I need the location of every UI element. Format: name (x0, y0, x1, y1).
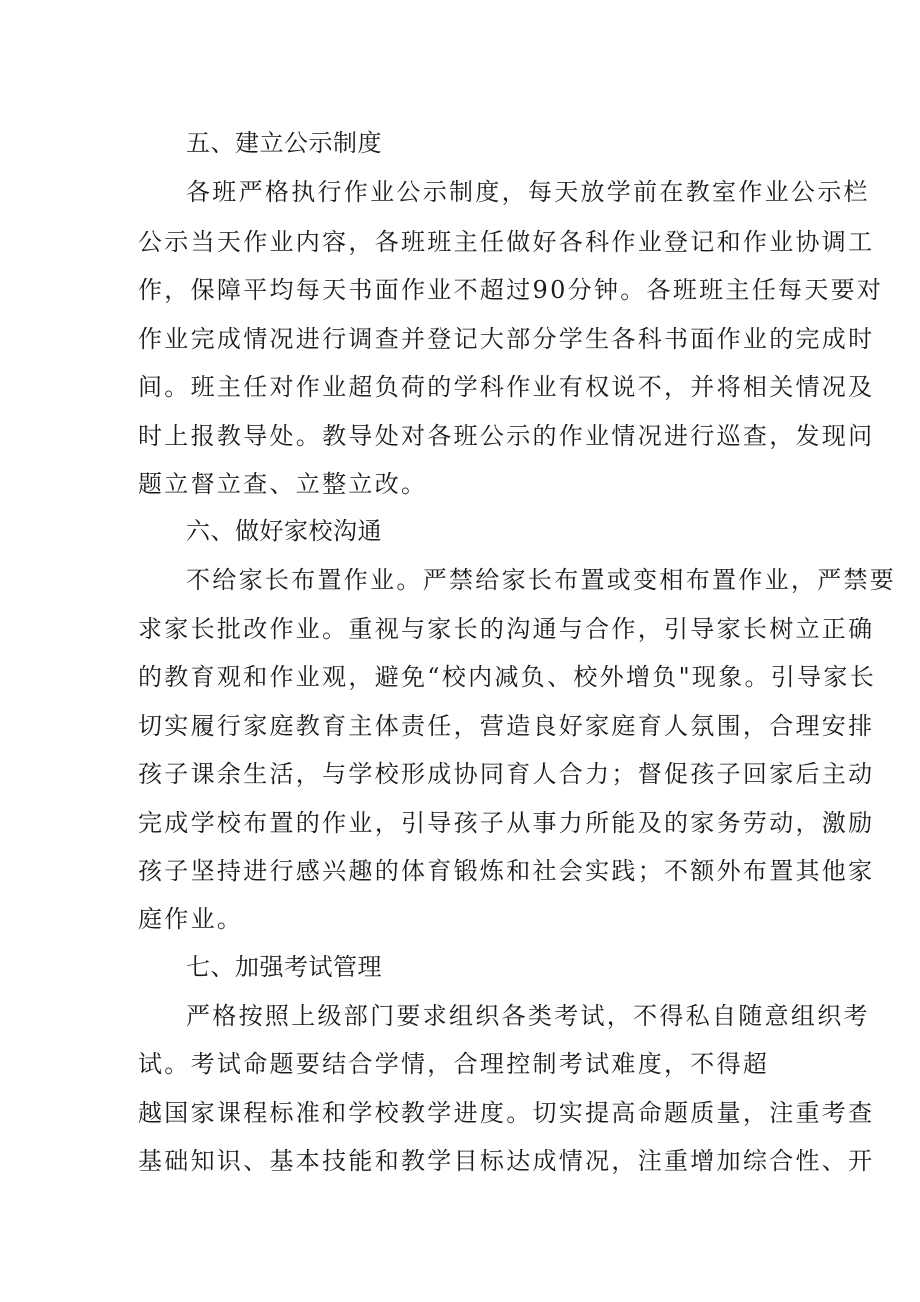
paragraph-line: 孩子坚持进行感兴趣的体育锻炼和社会实践；不额外布置其他家 (138, 857, 875, 885)
paragraph-line: 基础知识、基本技能和教学目标达成情况，注重增加综合性、开 (138, 1147, 875, 1175)
paragraph-line: 完成学校布置的作业，引导孩子从事力所能及的家务劳动，激励 (138, 809, 875, 837)
section-heading: 五、建立公示制度 (186, 129, 382, 157)
paragraph-line: 间。班主任对作业超负荷的学科作业有权说不，并将相关情况及 (138, 373, 875, 401)
paragraph-line: 严格按照上级部门要求组织各类考试，不得私自随意组织考 (186, 1002, 870, 1030)
paragraph-line: 时上报教导处。教导处对各班公示的作业情况进行巡查，发现问 (138, 422, 875, 450)
paragraph-line: 求家长批改作业。重视与家长的沟通与合作，引导家长树立正确 (138, 615, 875, 643)
paragraph-line: 题立督立查、立整立改。 (138, 470, 428, 498)
section-heading: 七、加强考试管理 (186, 953, 382, 981)
paragraph-line: 作，保障平均每天书面作业不超过90分钟。各班班主任每天要对 (138, 276, 884, 304)
paragraph-line: 越国家课程标准和学校教学进度。切实提高命题质量，注重考查 (138, 1099, 875, 1127)
paragraph-line: 不给家长布置作业。严禁给家长布置或变相布置作业，严禁要 (186, 566, 897, 594)
paragraph-line: 的教育观和作业观，避免“校内减负、校外增负"现象。引导家长 (138, 663, 877, 691)
paragraph-line: 切实履行家庭教育主体责任，营造良好家庭育人氛围，合理安排 (138, 712, 875, 740)
section-heading: 六、做好家校沟通 (186, 517, 382, 545)
paragraph-line: 公示当天作业内容，各班班主任做好各科作业登记和作业协调工 (138, 228, 875, 256)
paragraph-line: 各班严格执行作业公示制度，每天放学前在教室作业公示栏 (186, 178, 870, 206)
paragraph-line: 试。考试命题要结合学情，合理控制考试难度，不得超 (138, 1050, 770, 1078)
paragraph-line: 孩子课余生活，与学校形成协同育人合力；督促孩子回家后主动 (138, 760, 875, 788)
paragraph-line: 庭作业。 (138, 905, 244, 933)
paragraph-line: 作业完成情况进行调查并登记大部分学生各科书面作业的完成时 (138, 325, 875, 353)
